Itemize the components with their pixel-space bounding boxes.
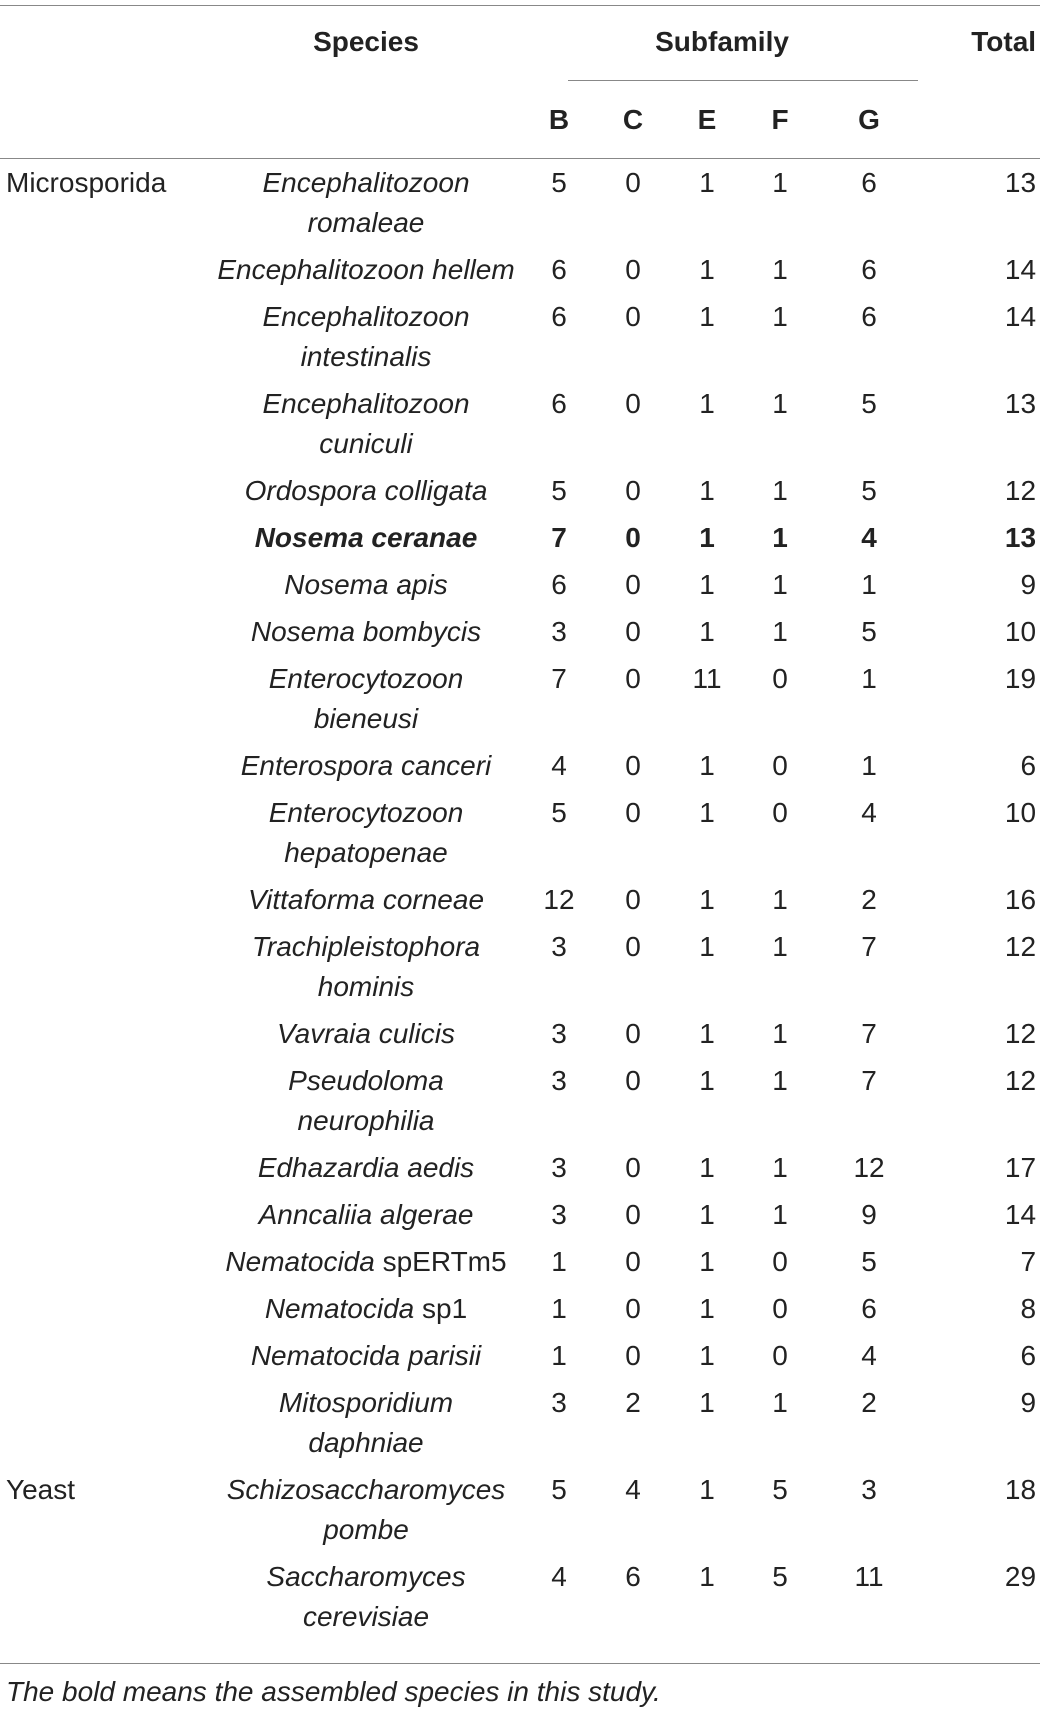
col-header-f: F	[771, 104, 789, 135]
value-cell-c: 0	[625, 522, 641, 553]
value-cell-g: 6	[861, 254, 877, 285]
value-cell-f: 5	[772, 1561, 788, 1592]
value-cell-c: 0	[625, 1246, 641, 1277]
species-cell	[210, 1380, 522, 1467]
value-cell-e: 1	[699, 1387, 715, 1418]
value-cell-c: 0	[625, 884, 641, 915]
species-name-line: Encephalitozoon	[262, 388, 470, 419]
species-cell	[210, 656, 522, 743]
species-name-line: bieneusi	[313, 703, 419, 734]
value-cell-c: 0	[625, 1152, 641, 1183]
value-cell-f: 1	[772, 1199, 788, 1230]
species-name-line: Trachipleistophora	[251, 931, 481, 962]
species-name-line: cuniculi	[319, 428, 413, 459]
species-name-line: hepatopenae	[284, 837, 448, 868]
table-row	[0, 160, 1040, 247]
species-cell	[210, 160, 522, 247]
value-cell-c: 0	[625, 616, 641, 647]
table-row	[0, 515, 1040, 562]
species-cell	[210, 562, 522, 609]
species-name-line: Nematocida parisii	[250, 1340, 482, 1371]
group-header	[0, 0, 210, 80]
value-cell-c: 0	[625, 388, 641, 419]
species-name-line: Encephalitozoon hellem	[217, 254, 515, 285]
value-cell-b: 3	[551, 1199, 567, 1230]
total-cell: 13	[1004, 522, 1037, 553]
species-name-line: Encephalitozoon	[262, 301, 470, 332]
group-cell	[0, 1192, 210, 1239]
value-cell-c: 0	[625, 1199, 641, 1230]
total-cell: 6	[1020, 750, 1037, 781]
total-cell: 10	[1004, 797, 1037, 828]
table-row	[0, 924, 1040, 1011]
group-cell	[0, 515, 210, 562]
value-cell-e: 1	[699, 616, 715, 647]
total-cell: 14	[1004, 1199, 1037, 1230]
value-cell-g: 1	[861, 663, 877, 694]
species-name-line: Ordospora colligata	[244, 475, 488, 506]
value-cell-f: 1	[772, 1152, 788, 1183]
value-cell-f: 1	[772, 475, 788, 506]
value-cell-g: 2	[861, 1387, 877, 1418]
value-cell-e: 1	[699, 475, 715, 506]
group-cell	[0, 790, 210, 877]
table-row	[0, 1145, 1040, 1192]
value-cell-b: 6	[551, 569, 567, 600]
value-cell-g: 6	[861, 167, 877, 198]
value-cell-f: 1	[772, 1065, 788, 1096]
value-cell-c: 0	[625, 663, 641, 694]
total-cell: 29	[1004, 1561, 1037, 1592]
value-cell-b: 3	[551, 1018, 567, 1049]
group-cell	[0, 743, 210, 790]
species-cell	[210, 294, 522, 381]
species-name-line: Mitosporidium	[278, 1387, 454, 1418]
species-cell	[210, 1467, 522, 1554]
species-name-line: hominis	[317, 971, 415, 1002]
species-name-line: Vavraia culicis	[277, 1018, 455, 1049]
species-cell	[210, 924, 522, 1011]
species-name-line: Edhazardia aedis	[257, 1152, 475, 1183]
table-row	[0, 1554, 1040, 1641]
value-cell-e: 1	[699, 884, 715, 915]
total-cell: 7	[1020, 1246, 1037, 1277]
value-cell-e: 1	[699, 1340, 715, 1371]
value-cell-f: 1	[772, 522, 788, 553]
species-name-line: Nosema ceranae	[254, 522, 478, 553]
table-row	[0, 790, 1040, 877]
value-cell-g: 7	[861, 931, 877, 962]
total-cell: 14	[1004, 301, 1037, 332]
table-row	[0, 381, 1040, 468]
value-cell-c: 2	[625, 1387, 641, 1418]
value-cell-b: 4	[551, 1561, 567, 1592]
species-name-line: Saccharomyces	[266, 1561, 466, 1592]
value-cell-c: 0	[625, 475, 641, 506]
value-cell-g: 9	[861, 1199, 877, 1230]
value-cell-b: 5	[551, 475, 567, 506]
total-cell: 6	[1020, 1340, 1037, 1371]
total-cell: 13	[1004, 167, 1037, 198]
value-cell-c: 0	[625, 1293, 641, 1324]
col-header-b: B	[548, 104, 570, 135]
table-row	[0, 1333, 1040, 1380]
total-cell: 17	[1004, 1152, 1037, 1183]
group-cell	[0, 562, 210, 609]
value-cell-e: 1	[699, 1474, 715, 1505]
table-row	[0, 743, 1040, 790]
group-cell	[0, 1145, 210, 1192]
total-cell: 8	[1020, 1293, 1037, 1324]
total-cell: 19	[1004, 663, 1037, 694]
value-cell-b: 3	[551, 1152, 567, 1183]
group-cell	[0, 1554, 210, 1641]
value-cell-g: 5	[861, 388, 877, 419]
group-cell	[0, 1333, 210, 1380]
group-cell	[0, 877, 210, 924]
value-cell-c: 4	[625, 1474, 641, 1505]
group-cell	[0, 1380, 210, 1467]
value-cell-b: 7	[551, 522, 567, 553]
value-cell-e: 1	[699, 931, 715, 962]
table-row	[0, 1286, 1040, 1333]
value-cell-b: 1	[551, 1293, 567, 1324]
species-name-line: Nematocida	[264, 1293, 415, 1324]
bottom-rule	[0, 1663, 1040, 1664]
value-cell-g: 1	[861, 750, 877, 781]
total-header: Total	[971, 26, 1037, 57]
value-cell-e: 1	[699, 797, 715, 828]
species-cell	[210, 1011, 522, 1058]
col-header-e: E	[697, 104, 717, 135]
table-row	[0, 1467, 1040, 1554]
species-cell	[210, 743, 522, 790]
group-cell	[0, 1058, 210, 1145]
species-cell	[210, 790, 522, 877]
subfamily-header: Subfamily	[655, 26, 789, 57]
value-cell-g: 6	[861, 1293, 877, 1324]
value-cell-f: 1	[772, 569, 788, 600]
value-cell-e: 1	[699, 301, 715, 332]
value-cell-b: 5	[551, 797, 567, 828]
value-cell-f: 0	[772, 1340, 788, 1371]
value-cell-c: 6	[625, 1561, 641, 1592]
species-name-line: Vittaforma corneae	[247, 884, 485, 915]
value-cell-e: 1	[699, 522, 715, 553]
total-cell: 12	[1004, 1065, 1037, 1096]
group-cell	[0, 294, 210, 381]
species-cell	[210, 1058, 522, 1145]
table-row	[0, 247, 1040, 294]
value-cell-b: 1	[551, 1246, 567, 1277]
value-cell-c: 0	[625, 1340, 641, 1371]
value-cell-e: 11	[692, 663, 722, 694]
table-row	[0, 468, 1040, 515]
value-cell-b: 6	[551, 388, 567, 419]
value-cell-g: 12	[853, 1152, 885, 1183]
total-cell: 12	[1004, 1018, 1037, 1049]
table-row	[0, 294, 1040, 381]
species-name-line: Nosema bombycis	[250, 616, 482, 647]
table-row	[0, 1380, 1040, 1467]
value-cell-c: 0	[625, 301, 641, 332]
species-name-line: Encephalitozoon	[262, 167, 470, 198]
species-name-line: romaleae	[307, 207, 425, 238]
value-cell-e: 1	[699, 388, 715, 419]
value-cell-g: 4	[861, 797, 877, 828]
species-name-line: pombe	[323, 1514, 409, 1545]
value-cell-f: 1	[772, 388, 788, 419]
table-row	[0, 877, 1040, 924]
value-cell-b: 3	[551, 616, 567, 647]
value-cell-f: 1	[772, 616, 788, 647]
species-name-line: Nosema apis	[284, 569, 448, 600]
total-cell: 18	[1004, 1474, 1037, 1505]
species-cell	[210, 1286, 522, 1333]
table-row	[0, 656, 1040, 743]
group-cell	[0, 468, 210, 515]
value-cell-f: 1	[772, 1018, 788, 1049]
value-cell-c: 0	[625, 569, 641, 600]
species-cell	[210, 247, 522, 294]
species-name-line: Pseudoloma	[288, 1065, 444, 1096]
species-cell	[210, 877, 522, 924]
value-cell-e: 1	[699, 1246, 715, 1277]
value-cell-c: 0	[625, 1065, 641, 1096]
value-cell-b: 3	[551, 1387, 567, 1418]
group-cell	[0, 609, 210, 656]
value-cell-g: 4	[861, 1340, 877, 1371]
value-cell-g: 5	[861, 616, 877, 647]
value-cell-g: 7	[861, 1065, 877, 1096]
species-name-line: Enterospora canceri	[240, 750, 492, 781]
value-cell-f: 0	[772, 1246, 788, 1277]
species-name-line: neurophilia	[297, 1105, 435, 1136]
species-name-line: Nematocida	[225, 1246, 375, 1277]
table-row	[0, 609, 1040, 656]
value-cell-e: 1	[699, 1065, 715, 1096]
value-cell-c: 0	[625, 750, 641, 781]
value-cell-c: 0	[625, 931, 641, 962]
species-header: Species	[313, 26, 419, 57]
value-cell-f: 1	[772, 931, 788, 962]
group-cell: Microsporida	[6, 167, 167, 198]
value-cell-g: 5	[861, 475, 877, 506]
value-cell-g: 2	[861, 884, 877, 915]
species-name-line: Schizosaccharomyces	[226, 1474, 506, 1505]
value-cell-g: 1	[861, 569, 877, 600]
value-cell-b: 3	[551, 931, 567, 962]
value-cell-b: 12	[543, 884, 575, 915]
value-cell-e: 1	[699, 750, 715, 781]
table-row	[0, 1058, 1040, 1145]
table-row	[0, 1192, 1040, 1239]
value-cell-e: 1	[699, 1561, 715, 1592]
table-body	[0, 160, 1040, 1641]
value-cell-e: 1	[699, 1018, 715, 1049]
species-name-line: Enterocytozoon	[268, 663, 464, 694]
group-cell	[0, 381, 210, 468]
group-cell	[0, 1239, 210, 1286]
species-cell	[210, 1145, 522, 1192]
species-name-line: intestinalis	[300, 341, 432, 372]
table-row	[0, 1239, 1040, 1286]
value-cell-f: 1	[772, 254, 788, 285]
value-cell-c: 0	[625, 1018, 641, 1049]
value-cell-f: 1	[772, 1387, 788, 1418]
species-cell	[210, 1239, 522, 1286]
value-cell-g: 7	[861, 1018, 877, 1049]
total-cell: 13	[1004, 388, 1037, 419]
value-cell-f: 1	[772, 301, 788, 332]
total-cell: 12	[1004, 931, 1037, 962]
col-header-c: C	[622, 104, 644, 135]
species-cell	[210, 1333, 522, 1380]
value-cell-e: 1	[699, 1152, 715, 1183]
group-cell: Yeast	[6, 1474, 76, 1505]
value-cell-f: 1	[772, 167, 788, 198]
value-cell-c: 0	[625, 254, 641, 285]
value-cell-e: 1	[699, 569, 715, 600]
footnote: The bold means the assembled species in this study.	[6, 1676, 661, 1707]
total-cell: 9	[1020, 569, 1037, 600]
value-cell-b: 6	[551, 301, 567, 332]
species-cell	[210, 609, 522, 656]
value-cell-e: 1	[699, 167, 715, 198]
value-cell-e: 1	[699, 254, 715, 285]
species-cell	[210, 381, 522, 468]
value-cell-c: 0	[625, 167, 641, 198]
species-cell	[210, 1192, 522, 1239]
species-strain-label: sp1	[414, 1293, 468, 1324]
total-cell: 10	[1004, 616, 1037, 647]
table-row	[0, 1011, 1040, 1058]
species-cell	[210, 468, 522, 515]
value-cell-b: 7	[551, 663, 567, 694]
value-cell-f: 0	[772, 663, 788, 694]
value-cell-e: 1	[699, 1293, 715, 1324]
value-cell-b: 1	[551, 1340, 567, 1371]
species-name-line: Anncaliia algerae	[258, 1199, 474, 1230]
species-name-line: cerevisiae	[302, 1601, 430, 1632]
total-cell: 16	[1004, 884, 1037, 915]
value-cell-b: 5	[551, 1474, 567, 1505]
value-cell-g: 4	[861, 522, 877, 553]
group-cell	[0, 247, 210, 294]
value-cell-e: 1	[699, 1199, 715, 1230]
value-cell-g: 6	[861, 301, 877, 332]
value-cell-b: 4	[551, 750, 567, 781]
value-cell-f: 0	[772, 797, 788, 828]
value-cell-b: 6	[551, 254, 567, 285]
value-cell-b: 3	[551, 1065, 567, 1096]
table-row	[0, 562, 1040, 609]
value-cell-g: 5	[861, 1246, 877, 1277]
value-cell-f: 0	[772, 1293, 788, 1324]
total-cell: 14	[1004, 254, 1037, 285]
col-header-g: G	[858, 104, 880, 135]
group-cell	[0, 1286, 210, 1333]
species-name-line: Enterocytozoon	[268, 797, 464, 828]
species-cell	[210, 515, 522, 562]
species-name-line: daphniae	[308, 1427, 424, 1458]
species-strain-label: spERTm5	[374, 1246, 507, 1277]
value-cell-f: 5	[772, 1474, 788, 1505]
value-cell-b: 5	[551, 167, 567, 198]
species-cell	[210, 1554, 522, 1641]
group-cell	[0, 1011, 210, 1058]
value-cell-f: 0	[772, 750, 788, 781]
group-cell	[0, 924, 210, 1011]
value-cell-f: 1	[772, 884, 788, 915]
value-cell-g: 11	[854, 1561, 884, 1592]
total-cell: 9	[1020, 1387, 1037, 1418]
value-cell-g: 3	[861, 1474, 877, 1505]
value-cell-c: 0	[625, 797, 641, 828]
total-cell: 12	[1004, 475, 1037, 506]
group-cell	[0, 656, 210, 743]
